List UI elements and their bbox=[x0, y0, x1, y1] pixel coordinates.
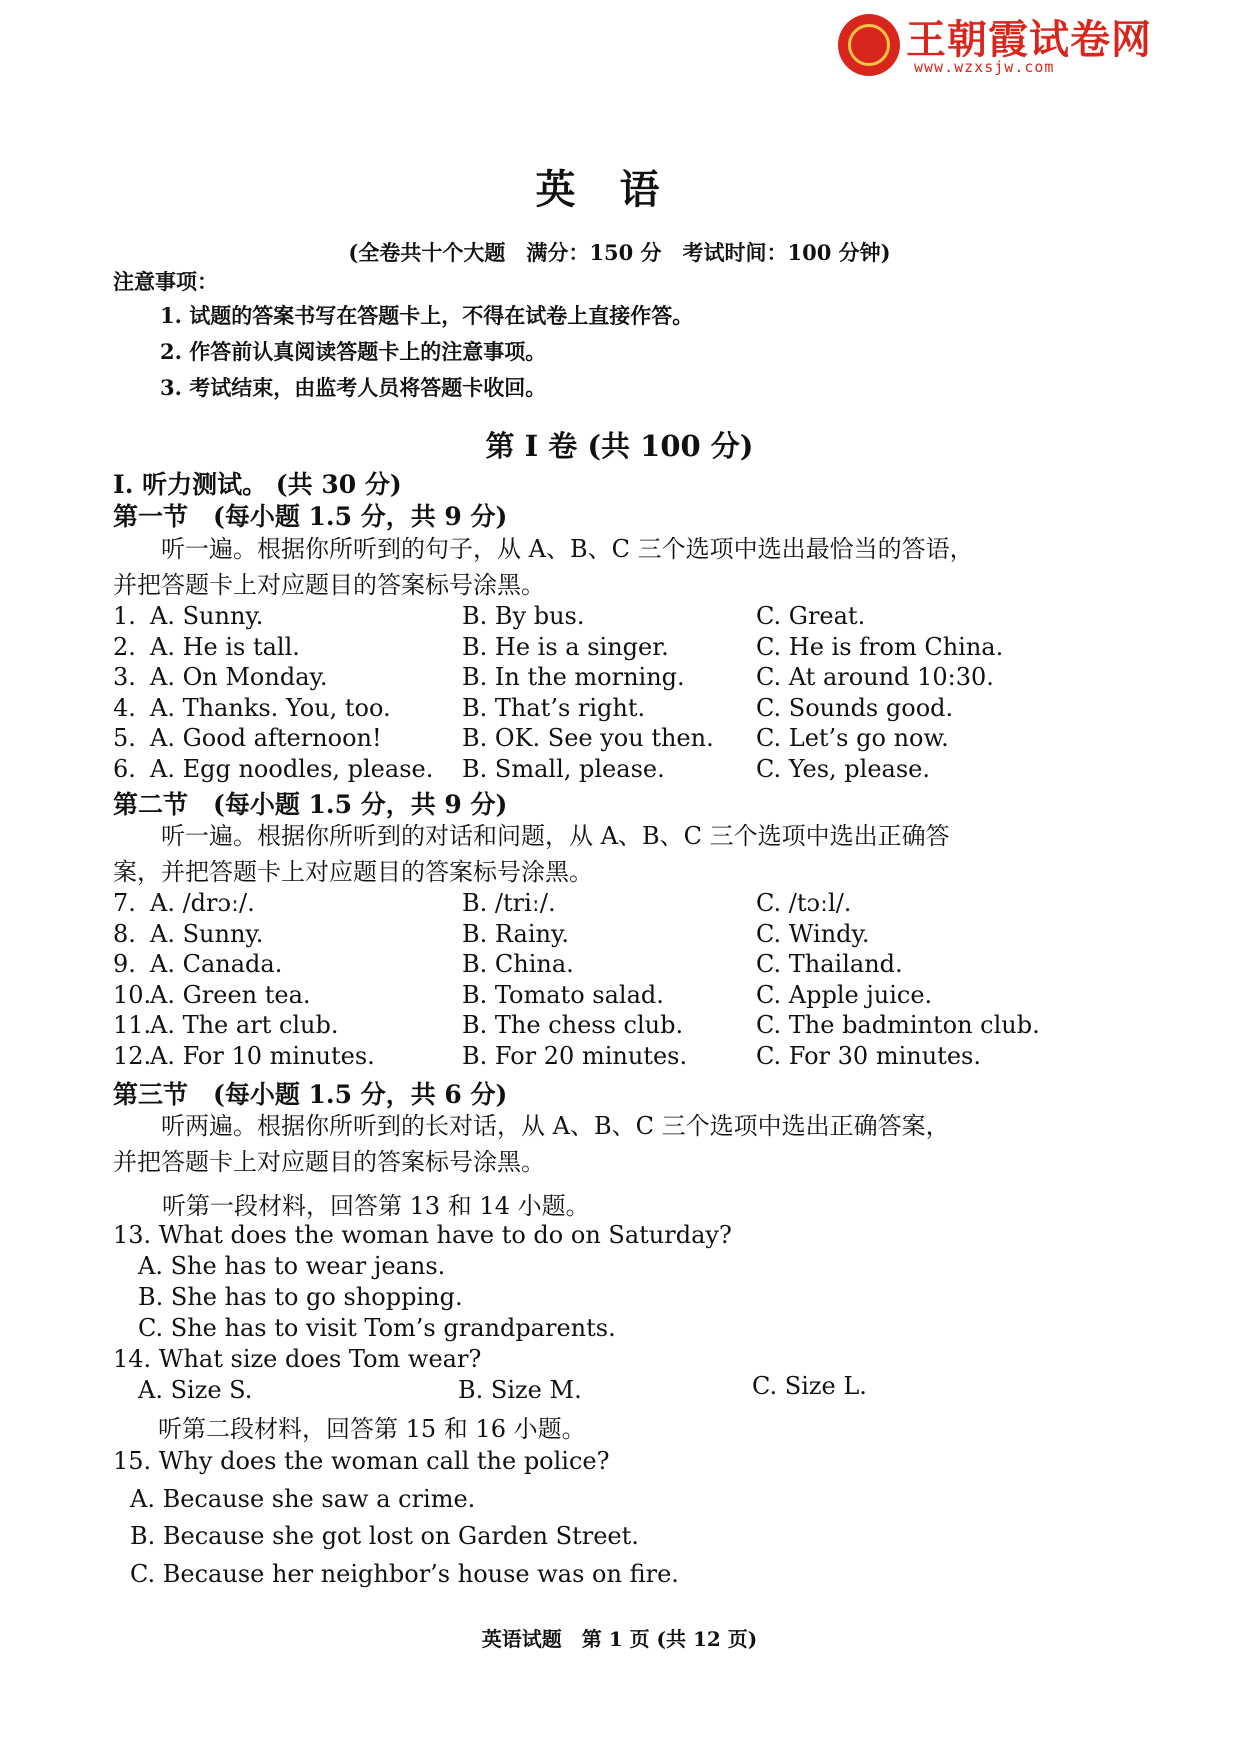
q13-option-a: A. She has to wear jeans. bbox=[138, 1252, 446, 1280]
question-number: 6. bbox=[113, 754, 136, 783]
option-b: B. OK. See you then. bbox=[462, 724, 714, 752]
instr-line: 并把答题卡上对应题目的答案标号涂黑。 bbox=[113, 1148, 545, 1176]
page-title: 英语 bbox=[535, 166, 704, 213]
option-a: A. On Monday. bbox=[150, 663, 328, 691]
option-b: B. He is a singer. bbox=[462, 632, 669, 661]
page-footer: 英语试题 第 1 页 (共 12 页) bbox=[481, 1627, 758, 1651]
site-logo bbox=[838, 8, 1168, 78]
instr-line: 听两遍。根据你所听到的长对话，从 A、B、C 三个选项中选出正确答案， bbox=[161, 1112, 950, 1140]
question-number: 11. bbox=[113, 1011, 152, 1039]
question-number: 7. bbox=[113, 889, 136, 917]
question-number: 4. bbox=[113, 693, 136, 722]
question-number: 10. bbox=[113, 980, 152, 1009]
exam-info: (全卷共十个大题 满分：150 分 考试时间：100 分钟) bbox=[348, 240, 891, 265]
note-item: 1. 试题的答案书写在答题卡上，不得在试卷上直接作答。 bbox=[160, 303, 694, 328]
option-b: B. Small, please. bbox=[462, 754, 665, 783]
option-a: A. Thanks. You, too. bbox=[150, 693, 391, 722]
option-a: A. For 10 minutes. bbox=[150, 1041, 375, 1070]
q14-option-a: A. Size S. bbox=[138, 1376, 253, 1404]
option-a: A. The art club. bbox=[150, 1011, 339, 1039]
question-number: 9. bbox=[113, 950, 136, 978]
q15-option-a: A. Because she saw a crime. bbox=[130, 1485, 476, 1513]
section-title: I. 听力测试。 (共 30 分) bbox=[113, 470, 402, 499]
question-number: 5. bbox=[113, 724, 136, 752]
seal-icon bbox=[838, 14, 900, 76]
option-c: C. /tɔːl/. bbox=[756, 889, 852, 917]
material-1: 听第一段材料，回答第 13 和 14 小题。 bbox=[162, 1192, 590, 1220]
question-number: 3. bbox=[113, 663, 136, 691]
option-a: A. Green tea. bbox=[150, 980, 311, 1009]
note-item: 3. 考试结束，由监考人员将答题卡收回。 bbox=[160, 375, 547, 400]
option-a: A. He is tall. bbox=[150, 632, 300, 661]
option-c: C. Windy. bbox=[756, 919, 870, 948]
option-b: B. By bus. bbox=[462, 602, 585, 630]
option-a: A. Egg noodles, please. bbox=[150, 754, 434, 783]
option-b: B. For 20 minutes. bbox=[462, 1041, 688, 1070]
option-b: B. China. bbox=[462, 950, 574, 978]
q14-option-b: B. Size M. bbox=[458, 1376, 582, 1404]
option-b: B. /triː/. bbox=[462, 889, 556, 917]
instr-line: 案，并把答题卡上对应题目的答案标号涂黑。 bbox=[113, 858, 593, 886]
instr-line: 听一遍。根据你所听到的句子，从 A、B、C 三个选项中选出最恰当的答语， bbox=[161, 535, 974, 563]
q15-stem: 15. Why does the woman call the police? bbox=[113, 1447, 610, 1475]
sec2-heading: 第二节 (每小题 1.5 分，共 9 分) bbox=[113, 790, 508, 819]
option-a: A. Sunny. bbox=[150, 919, 264, 948]
q13-option-b: B. She has to go shopping. bbox=[138, 1283, 463, 1311]
q15-option-c: C. Because her neighbor’s house was on fire. bbox=[130, 1560, 679, 1588]
question-number: 12. bbox=[113, 1041, 152, 1070]
question-number: 1. bbox=[113, 602, 136, 630]
option-c: C. The badminton club. bbox=[756, 1011, 1040, 1039]
q13-option-c: C. She has to visit Tom’s grandparents. bbox=[138, 1314, 616, 1342]
option-c: C. Great. bbox=[756, 602, 866, 630]
option-c: C. Let’s go now. bbox=[756, 724, 949, 752]
sec3-instructions bbox=[113, 1108, 1073, 1180]
option-c: C. At around 10:30. bbox=[756, 663, 994, 691]
option-c: C. For 30 minutes. bbox=[756, 1041, 981, 1070]
option-c: C. Apple juice. bbox=[756, 980, 933, 1009]
sec2-instructions bbox=[113, 818, 1073, 890]
option-b: B. Rainy. bbox=[462, 919, 569, 948]
material-2: 听第二段材料，回答第 15 和 16 小题。 bbox=[158, 1415, 586, 1443]
option-b: B. The chess club. bbox=[462, 1011, 684, 1039]
option-c: C. Sounds good. bbox=[756, 693, 954, 722]
question-number: 2. bbox=[113, 632, 136, 661]
notes-heading: 注意事项： bbox=[113, 269, 218, 294]
sec3-heading: 第三节 (每小题 1.5 分，共 6 分) bbox=[113, 1080, 508, 1109]
option-c: C. Yes, please. bbox=[756, 754, 930, 783]
option-b: B. That’s right. bbox=[462, 693, 646, 722]
question-number: 8. bbox=[113, 919, 136, 948]
sec1-heading: 第一节 (每小题 1.5 分，共 9 分) bbox=[113, 502, 508, 531]
option-c: C. He is from China. bbox=[756, 632, 1004, 661]
option-a: A. Canada. bbox=[150, 950, 283, 978]
instr-line: 并把答题卡上对应题目的答案标号涂黑。 bbox=[113, 571, 545, 599]
option-b: B. Tomato salad. bbox=[462, 980, 664, 1009]
option-a: A. Good afternoon! bbox=[150, 724, 382, 752]
instr-line: 听一遍。根据你所听到的对话和问题，从 A、B、C 三个选项中选出正确答 bbox=[161, 822, 950, 850]
option-a: A. /drɔː/. bbox=[150, 889, 255, 917]
logo-name: 王朝霞试卷网 bbox=[906, 17, 1152, 63]
q14-option-c: C. Size L. bbox=[752, 1372, 867, 1400]
option-a: A. Sunny. bbox=[150, 602, 264, 630]
q14-stem: 14. What size does Tom wear? bbox=[113, 1345, 482, 1373]
logo-url: www.wzxsjw.com bbox=[914, 58, 1055, 76]
q15-option-b: B. Because she got lost on Garden Street. bbox=[130, 1522, 639, 1550]
part-title: 第 I 卷 (共 100 分) bbox=[485, 429, 754, 463]
note-item: 2. 作答前认真阅读答题卡上的注意事项。 bbox=[160, 339, 547, 364]
sec1-instructions bbox=[113, 531, 1073, 603]
option-c: C. Thailand. bbox=[756, 950, 903, 978]
q13-stem: 13. What does the woman have to do on Saturday? bbox=[113, 1221, 732, 1249]
option-b: B. In the morning. bbox=[462, 663, 685, 691]
